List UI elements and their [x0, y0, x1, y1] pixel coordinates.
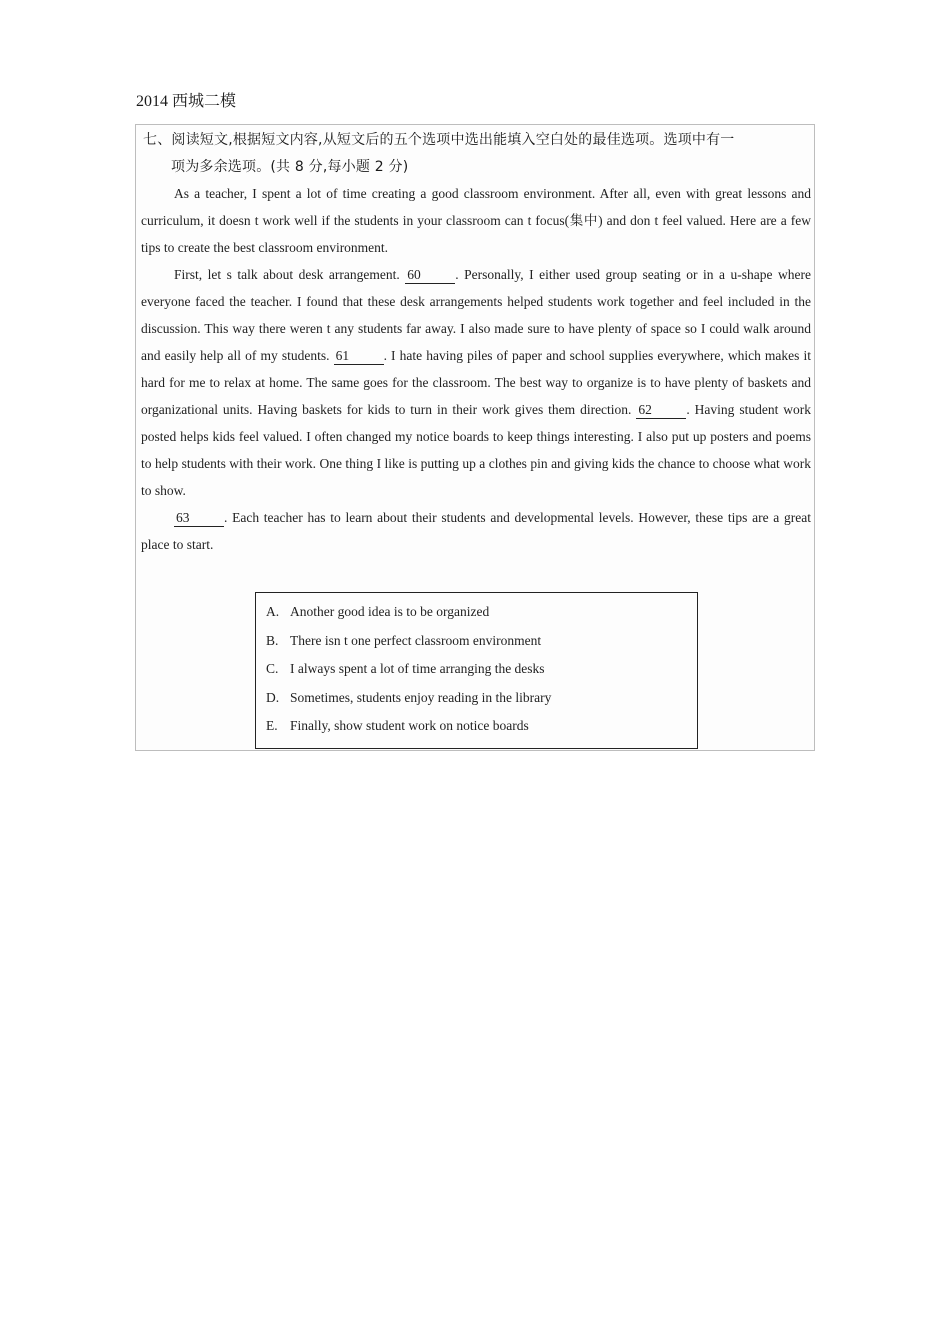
option-e	[266, 712, 697, 741]
blank-62: 62	[636, 402, 686, 419]
paragraph-2-part-a: First, let s talk about desk arrangement.	[174, 267, 400, 282]
option-b	[266, 627, 697, 656]
blank-60: 60	[405, 267, 455, 284]
paragraph-3	[141, 504, 811, 558]
option-letter: B.	[266, 632, 279, 648]
paragraph-3-text: . Each teacher has to learn about their students and developmental levels. However, these tips are a great place to start.	[141, 510, 811, 552]
reading-passage	[141, 180, 811, 558]
instructions-line-2: 项为多余选项。(共 8 分,每小题 2 分)	[171, 159, 409, 175]
option-letter: E.	[266, 718, 278, 734]
page-heading: 2014 西城二模	[136, 93, 237, 110]
paragraph-2-part-b: . Personally, I either used group seating or in a u-shape where everyone faced the teacher. I found that these desk arrangements helped students work together and feel included in the discussion. This way there weren t any students far away. I also made sure to have plenty of space so I could walk around and easily help all of my students.	[141, 267, 812, 363]
instructions	[143, 127, 811, 181]
options-box	[255, 592, 698, 749]
question-scan	[135, 124, 815, 751]
instructions-line-1: 七、阅读短文,根据短文内容,从短文后的五个选项中选出能填入空白处的最佳选项。选项中有一	[143, 132, 735, 148]
option-letter: C.	[266, 661, 279, 677]
option-text: Finally, show student work on notice boards	[290, 718, 529, 734]
option-letter: A.	[266, 604, 280, 619]
paragraph-2	[141, 261, 811, 504]
option-text: There isn t one perfect classroom environment	[290, 632, 542, 648]
option-letter: D.	[266, 689, 280, 705]
option-text: Another good idea is to be organized	[290, 604, 490, 619]
option-text: Sometimes, students enjoy reading in the library	[290, 689, 552, 705]
blank-63: 63	[174, 510, 224, 527]
paragraph-2-part-c: . I hate having piles of paper and school supplies everywhere, which makes it hard for me to relax at home. The same goes for the classroom. The best way to organize is to have plenty of baskets and organizational units. Having baskets for kids to turn in their work gives them direction.	[141, 348, 812, 417]
option-d	[266, 684, 697, 713]
paragraph-1: As a teacher, I spent a lot of time creating a good classroom environment. After all, even with great lessons and curriculum, it doesn t work well if the students in your classroom can t focus(集中) and don t feel valued. Here are a few tips to create the best classroom environment.	[141, 186, 811, 255]
paragraph-2-part-d: . Having student work posted helps kids feel valued. I often changed my notice boards to keep things interesting. I also put up posters and poems to help students with their work. One thing I like is putting up a clothes pin and giving kids the chance to choose what work to show.	[141, 402, 812, 498]
blank-61: 61	[334, 348, 384, 365]
option-a	[266, 598, 697, 627]
option-c	[266, 655, 697, 684]
option-text: I always spent a lot of time arranging the desks	[290, 661, 545, 677]
